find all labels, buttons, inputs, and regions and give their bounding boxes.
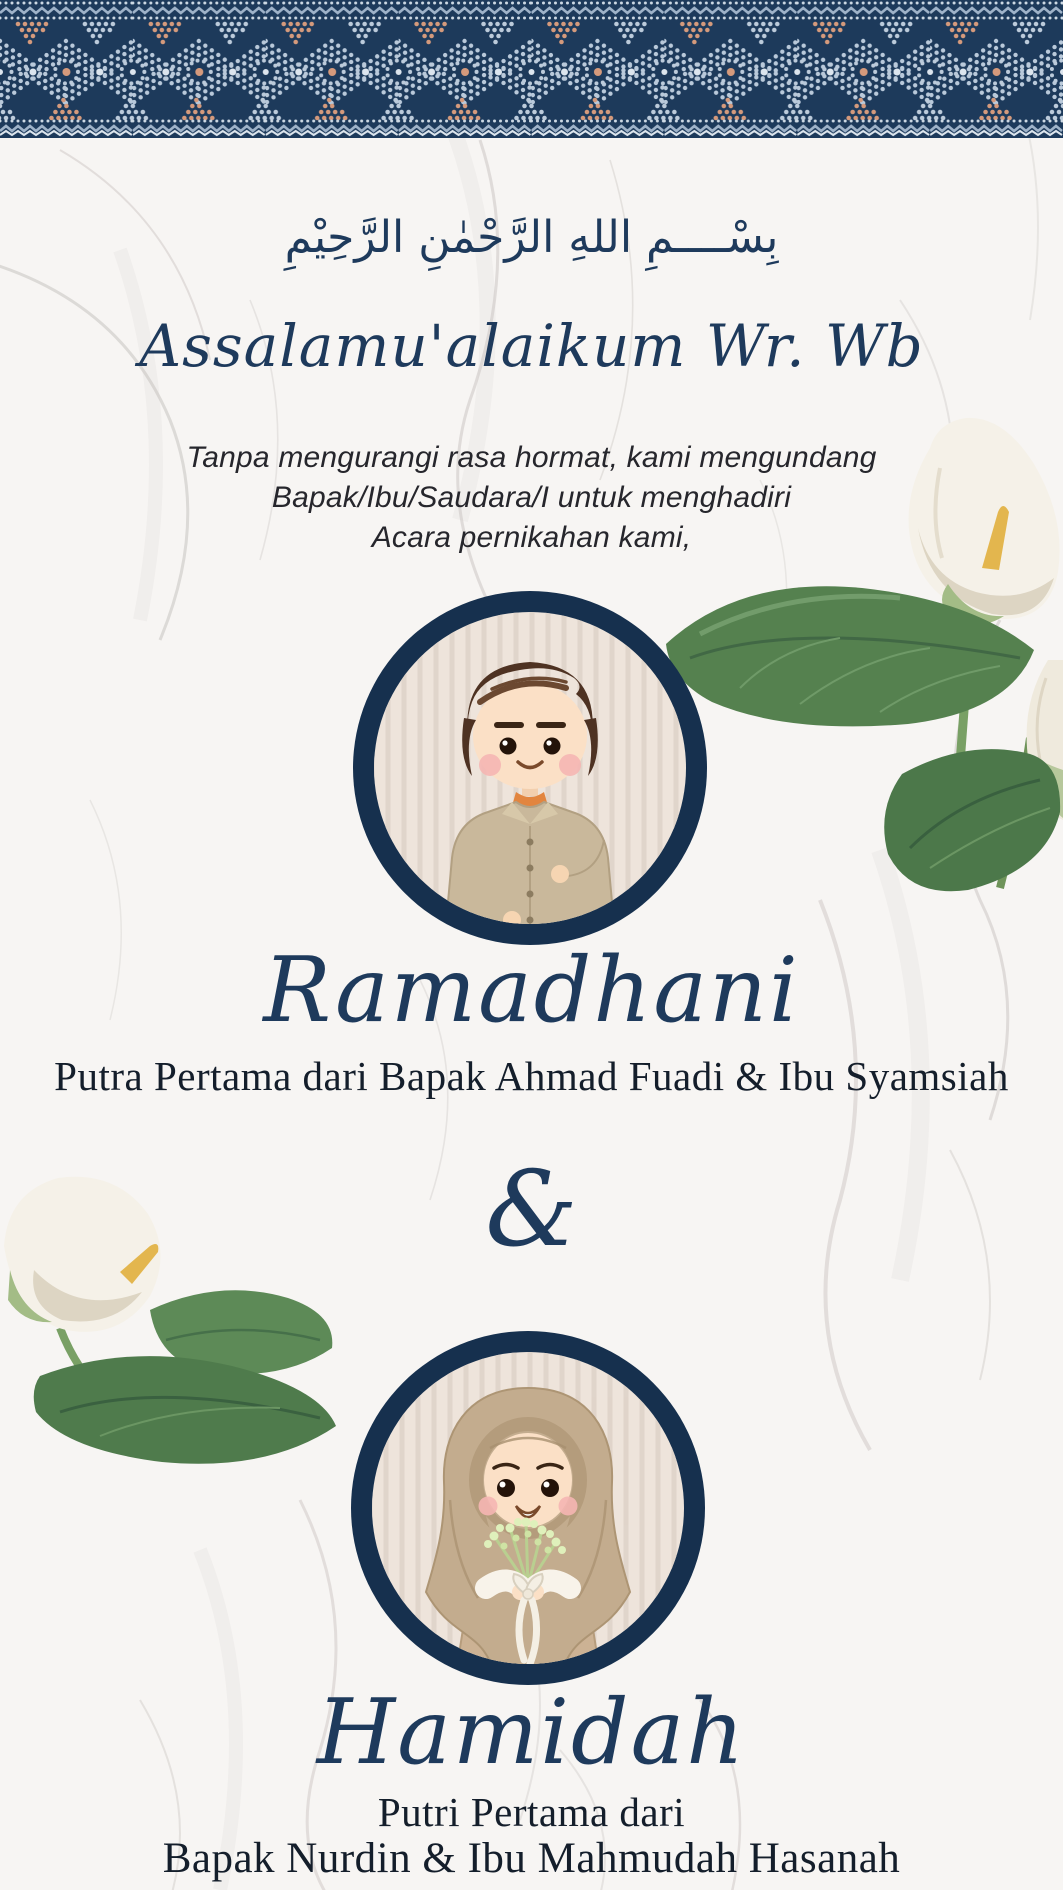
- bismillah-calligraphy: بِسْــــمِ اللهِ الرَّحْمٰنِ الرَّحِيْمِ: [284, 212, 779, 263]
- intro-line-3: Acara pernikahan kami,: [371, 520, 692, 554]
- bride-parents-line1: Putri Pertama dari: [377, 1789, 686, 1835]
- intro-line-2: Bapak/Ibu/Saudara/I untuk menghadiri: [271, 480, 792, 514]
- ampersand: &: [485, 1148, 578, 1270]
- groom-avatar: [352, 590, 708, 946]
- intro-line-1: Tanpa mengurangi rasa hormat, kami mengundang: [186, 441, 877, 474]
- bride-avatar: [350, 1330, 706, 1686]
- greeting-title: Assalamu'alaikum Wr. Wb: [139, 312, 924, 380]
- groom-parents: Putra Pertama dari Bapak Ahmad Fuadi & Ibu Syamsiah: [54, 1053, 1009, 1099]
- bride-parents-line2: Bapak Nurdin & Ibu Mahmudah Hasanah: [162, 1835, 901, 1882]
- groom-name: Ramadhani: [263, 938, 800, 1043]
- woven-ikat-banner: [0, 0, 1063, 138]
- bride-name: Hamidah: [316, 1680, 747, 1785]
- intro-text: [0, 438, 1063, 558]
